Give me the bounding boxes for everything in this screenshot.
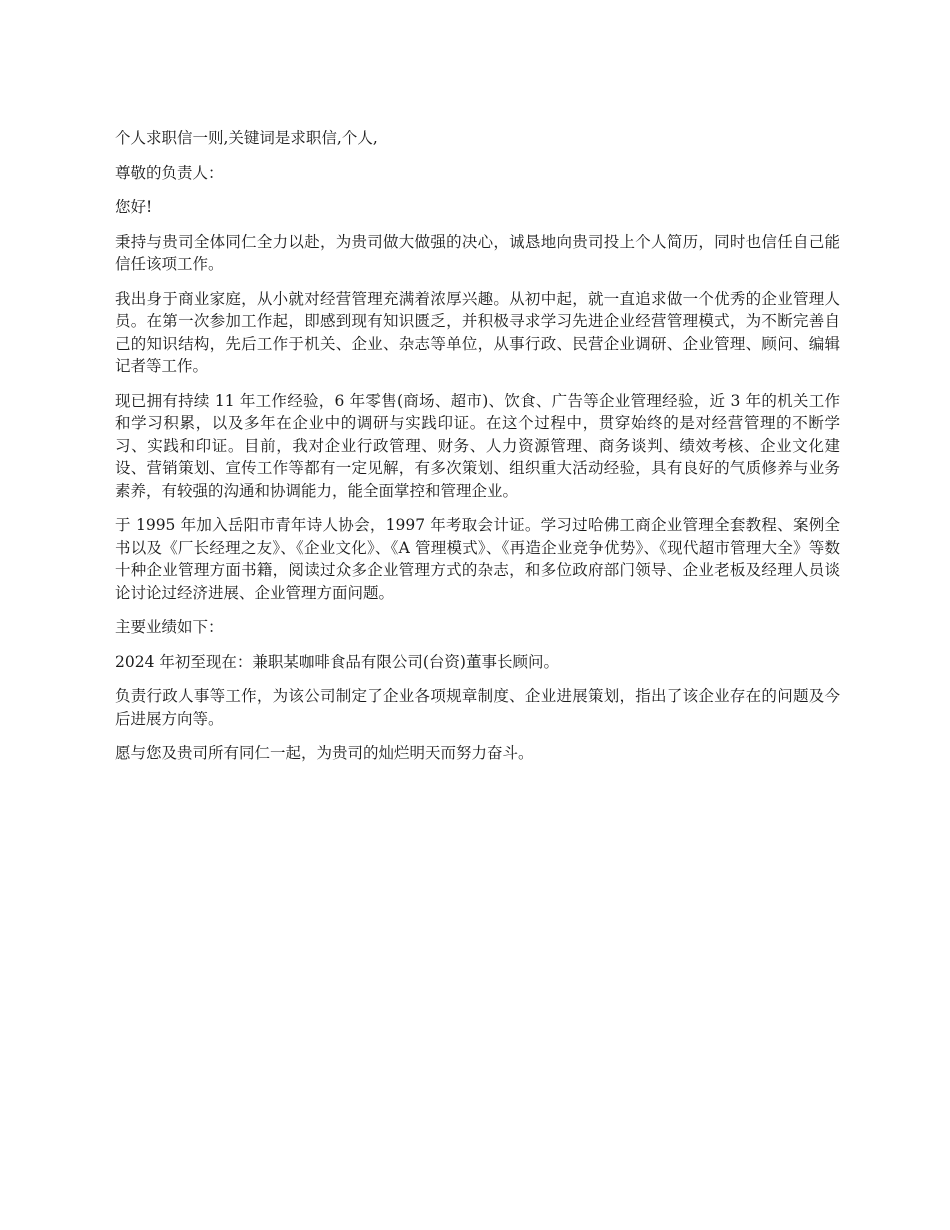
title-line: 个人求职信一则,关键词是求职信,个人,: [115, 129, 378, 147]
paragraph-achievement-role: 2024 年初至现在：兼职某咖啡食品有限公司(台资)董事长顾问。: [115, 652, 559, 671]
paragraph-education: 于 1995 年加入岳阳市青年诗人协会，1997 年考取会计证。学习过哈佛工商企业管理全套教程、案例全书以及《厂长经理之友》、《企业文化》、《A 管理模式》、《再造企业竞争优势》、《现代超市管理大全》等数十种企业管理方面书籍，阅读过众多企业管理方式的杂志，和多位政府部门领导、企业老板及经理人员谈论讨论过经济进展、企业管理方面问题。: [115, 516, 840, 602]
paragraph-intro: 秉持与贵司全体同仁全力以赴，为贵司做大做强的决心，诚恳地向贵司投上个人简历，同时也信任自己能信任该项工作。: [115, 232, 840, 273]
letter-body: [115, 127, 840, 777]
paragraph-background: 我出身于商业家庭，从小就对经营管理充满着浓厚兴趣。从初中起，就一直追求做一个优秀的企业管理人员。在第一次参加工作起，即感到现有知识匮乏，并积极寻求学习先进企业经营管理模式，为不断完善自己的知识结构，先后工作于机关、企业、杂志等单位，从事行政、民营企业调研、企业管理、顾问、编辑记者等工作。: [115, 289, 840, 375]
greeting: 您好!: [115, 198, 153, 216]
paragraph-achievements-heading: 主要业绩如下：: [115, 618, 224, 636]
salutation: 尊敬的负责人：: [115, 163, 224, 182]
paragraph-closing: 愿与您及贵司所有同仁一起，为贵司的灿烂明天而努力奋斗。: [115, 744, 534, 762]
paragraph-achievement-details: 负责行政人事等工作，为该公司制定了企业各项规章制度、企业进展策划，指出了该企业存在的问题及今后进展方向等。: [115, 687, 840, 728]
paragraph-experience: 现已拥有持续 11 年工作经验，6 年零售(商场、超市)、饮食、广告等企业管理经验，近 3 年的机关工作和学习积累，以及多年在企业中的调研与实践印证。在这个过程中，贯穿始终的是对经营管理的不断学习、实践和印证。目前，我对企业行政管理、财务、人力资源管理、商务谈判、绩效考核、企业文化建设、营销策划、宣传工作等都有一定见解，有多次策划、组织重大活动经验，具有良好的气质修养与业务素养，有较强的沟通和协调能力，能全面掌控和管理企业。: [115, 391, 840, 500]
